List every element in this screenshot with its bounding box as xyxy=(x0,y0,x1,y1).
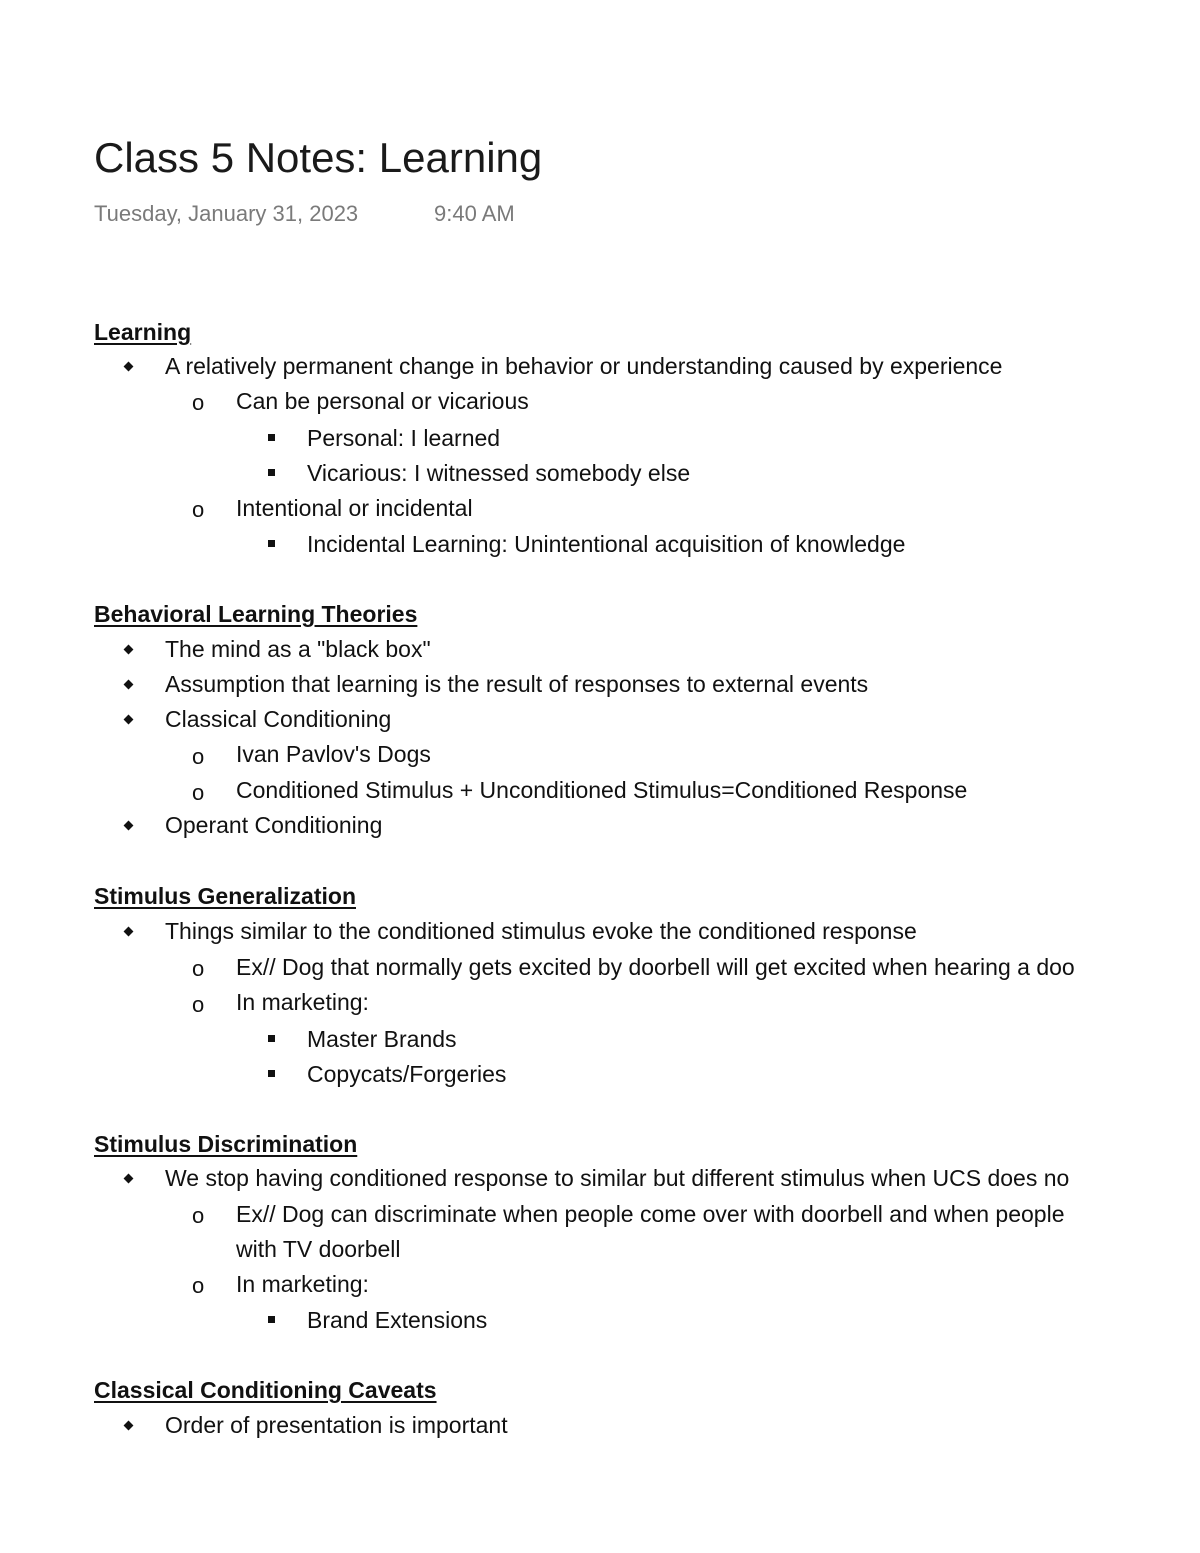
diamond-bullet-icon xyxy=(124,680,134,690)
list-item: Incidental Learning: Unintentional acquisition of knowledge xyxy=(307,531,906,557)
list-item: Assumption that learning is the result of responses to external events xyxy=(165,671,869,697)
square-bullet-icon xyxy=(268,434,275,441)
section-heading-behavioral-learning-theories: Behavioral Learning Theories xyxy=(94,601,418,627)
square-bullet-icon xyxy=(268,540,275,547)
list-item: Copycats/Forgeries xyxy=(307,1061,507,1087)
list-item: Brand Extensions xyxy=(307,1307,488,1333)
square-bullet-icon xyxy=(268,1316,275,1323)
list-item: Personal: I learned xyxy=(307,425,501,451)
diamond-bullet-icon xyxy=(124,1421,134,1431)
section-heading-learning: Learning xyxy=(94,319,192,345)
section-heading-stimulus-discrimination: Stimulus Discrimination xyxy=(94,1131,358,1157)
list-item: Ex// Dog that normally gets excited by doorbell will get excited when hearing a doo xyxy=(236,954,1075,980)
diamond-bullet-icon xyxy=(124,821,134,831)
circle-bullet-icon: o xyxy=(192,497,205,522)
list-item: Things similar to the conditioned stimulus evoke the conditioned response xyxy=(165,918,917,944)
list-item: Master Brands xyxy=(307,1026,457,1052)
square-bullet-icon xyxy=(268,1035,275,1042)
circle-bullet-icon: o xyxy=(192,390,205,415)
list-item-continuation: with TV doorbell xyxy=(236,1236,401,1262)
list-item: Intentional or incidental xyxy=(236,495,473,521)
list-item: Classical Conditioning xyxy=(165,706,392,732)
list-item: Ex// Dog can discriminate when people come over with doorbell and when people xyxy=(236,1201,1065,1227)
circle-bullet-icon: o xyxy=(192,744,205,769)
diamond-bullet-icon xyxy=(124,927,134,937)
list-item: Ivan Pavlov's Dogs xyxy=(236,741,431,767)
square-bullet-icon xyxy=(268,1070,275,1077)
diamond-bullet-icon xyxy=(124,362,134,372)
list-item: We stop having conditioned response to similar but different stimulus when UCS does no xyxy=(165,1165,1070,1191)
list-item: In marketing: xyxy=(236,989,369,1015)
list-item: Operant Conditioning xyxy=(165,812,383,838)
square-bullet-icon xyxy=(268,469,275,476)
circle-bullet-icon: o xyxy=(192,1203,205,1228)
diamond-bullet-icon xyxy=(124,645,134,655)
diamond-bullet-icon xyxy=(124,1174,134,1184)
list-item: Can be personal or vicarious xyxy=(236,388,529,414)
page-title: Class 5 Notes: Learning xyxy=(94,134,543,181)
list-item: A relatively permanent change in behavior or understanding caused by experience xyxy=(165,353,1003,379)
list-item: Order of presentation is important xyxy=(165,1412,508,1438)
list-item: Vicarious: I witnessed somebody else xyxy=(307,460,691,486)
circle-bullet-icon: o xyxy=(192,1273,205,1298)
section-heading-classical-conditioning-caveats: Classical Conditioning Caveats xyxy=(94,1377,437,1403)
note-date: Tuesday, January 31, 2023 xyxy=(94,201,359,226)
circle-bullet-icon: o xyxy=(192,780,205,805)
diamond-bullet-icon xyxy=(124,715,134,725)
section-heading-stimulus-generalization: Stimulus Generalization xyxy=(94,883,356,909)
list-item: The mind as a "black box" xyxy=(165,636,431,662)
list-item: Conditioned Stimulus + Unconditioned Stimulus=Conditioned Response xyxy=(236,777,968,803)
list-item: In marketing: xyxy=(236,1271,369,1297)
circle-bullet-icon: o xyxy=(192,992,205,1017)
circle-bullet-icon: o xyxy=(192,956,205,981)
note-time: 9:40 AM xyxy=(434,201,515,226)
